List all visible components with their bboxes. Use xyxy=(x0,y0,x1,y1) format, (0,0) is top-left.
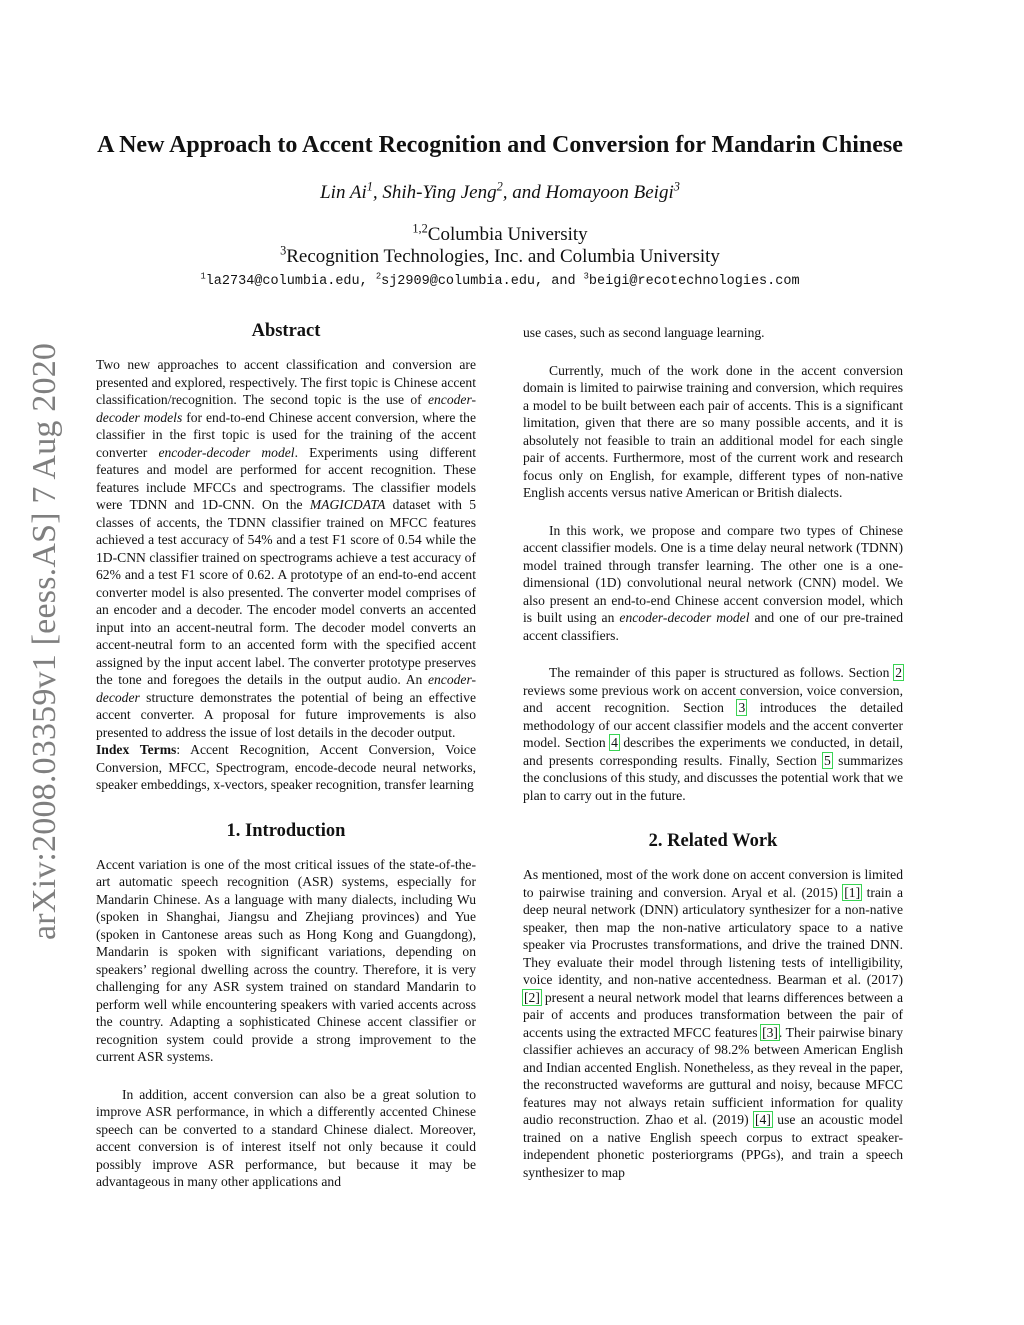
text-run: As mentioned, most of the work done on accent conversion is limited to pairwise training and conversion. Aryal et al. (2015) xyxy=(523,867,903,900)
intro-heading: 1. Introduction xyxy=(226,820,346,841)
citation-link[interactable]: [2] xyxy=(524,989,540,1005)
section-link[interactable]: 4 xyxy=(611,735,618,750)
text-run: for end-to-end Chinese accent conversion, where the classifier in the first topic is used for the training of the accent converter xyxy=(96,409,476,460)
text-run: reviews some previous work on accent conversion, voice conversion, and accent recognition. Section xyxy=(523,682,903,715)
left-column xyxy=(96,320,476,1191)
email-mark: 3 xyxy=(583,271,589,282)
email-line xyxy=(60,271,940,289)
author-name: Homayoon Beigi xyxy=(545,182,674,203)
emphasis: encoder-decoder model xyxy=(619,610,750,625)
text-run: use an acoustic model trained on a native English speech corpus to extract speaker-independent phonetic posteriorgrams (PPGs), and train a speech synthesizer to map xyxy=(523,1112,903,1180)
text-run: . Their pairwise binary classifier achieves an accuracy of 98.2% between American English and Indian accented English. Nonetheless, as they reveal in the paper, the reconstructed waveforms are guttural and noisy, because MFCC features may not always retain sufficient information for quality audio reconstruction. Zhao et al. (2019) xyxy=(523,1024,903,1127)
intro-paragraph: Currently, much of the work done in the accent conversion domain is limited to pairwise training and conversion, which requires a model to be built between each pair of accents. This is a significant limitation, given that there are so many possible accents, and it is absolutely not feasible to train an additional model for each single pair of accents. Furthermore, most of the current work and research focus only on English, for example, different types of non-native English accents versus native American or British dialects. xyxy=(523,362,903,500)
affil-name: Columbia University xyxy=(427,224,588,245)
text-run: . Experiments using different features and model are performed for accent recognition. These features include MFCCs and spectrograms. The classifier models were TDNN and 1D-CNN. On the xyxy=(96,444,476,512)
text-run: present a neural network model that learns differences between a pair of accents and produces transformation between the pair of accents using the extracted MFCC features xyxy=(523,989,903,1040)
section-link[interactable]: 5 xyxy=(824,752,831,768)
affiliation-line xyxy=(60,243,940,268)
index-terms-label: Index Terms xyxy=(96,742,177,757)
author-name: Lin Ai xyxy=(320,182,367,203)
paper-title: A New Approach to Accent Recognition and Conversion for Mandarin Chinese xyxy=(97,132,903,158)
author-affil-mark: 2 xyxy=(496,179,503,194)
intro-paragraph xyxy=(523,522,903,645)
arxiv-identifier[interactable]: arXiv:2008.03359v1 [eess.AS] 7 Aug 2020 xyxy=(26,342,63,940)
author-separator: , and xyxy=(502,182,546,203)
right-column xyxy=(523,324,903,1181)
email-address[interactable]: sj2909@columbia.edu, and xyxy=(381,274,584,289)
related-work-heading: 2. Related Work xyxy=(648,831,778,851)
emphasis: encoder-decoder model xyxy=(158,444,295,460)
affiliation-line xyxy=(60,221,940,246)
text-run: introduces the detailed methodology of our accent classifier models and the accent converter model. Section xyxy=(523,700,904,750)
emphasis: encoder-decoder models xyxy=(96,392,476,425)
abstract-heading: Abstract xyxy=(251,321,321,341)
section-link[interactable]: 2 xyxy=(895,665,902,680)
email-address[interactable]: beigi@recotechnologies.com xyxy=(588,274,800,289)
text-run: describes the experiments we conducted, in detail, and presents corresponding results. Finally, Section xyxy=(523,735,903,768)
citation-link[interactable]: [1] xyxy=(844,884,861,900)
text-run: The remainder of this paper is structured as follows. Section xyxy=(549,665,895,680)
affil-mark: 3 xyxy=(280,243,287,258)
affil-mark: 1,2 xyxy=(412,221,428,236)
section-link[interactable]: 3 xyxy=(738,700,746,715)
author-affil-mark: 3 xyxy=(673,179,680,194)
text-run: train a deep neural network (DNN) articulatory synthesizer for a non-native speaker, then map the non-native articulatory space to a native speaker via Procrustes transformations, and drive the trained DNN. They evaluate their model through listening tests of intelligibility, voice identity, and non-native accentedness. Bearman et al. (2017) xyxy=(523,884,904,987)
citation-link[interactable]: [4] xyxy=(755,1112,771,1127)
intro-paragraph xyxy=(523,664,903,804)
text-run: In this work, we propose and compare two types of Chinese accent classifier models. One is a time delay neural network (TDNN) model trained through transfer learning. The other one is a one-dimensional (1D) convolutional neural network (CNN) model. We also present an end-to-end Chinese accent conversion model, which is built using an xyxy=(523,522,903,625)
text-run: Two new approaches to accent classification and conversion are presented and explored, respectively. The first topic is Chinese accent classification/recognition. The second topic is the use of xyxy=(96,357,476,407)
intro-paragraph: Accent variation is one of the most critical issues of the state-of-the-art automatic speech recognition (ASR) systems, especially for Mandarin Chinese. As a language with many dialects, including Wu (spoken in Shanghai, Jiangsu and Zhejiang provinces) and Yue (spoken in Cantonese areas such as Hong Kong and Guangdong), Mandarin is spoken with significant variations, depending on speakers’ regional dwelling across the country. Therefore, it is very challenging for any ASR system trained on standard Mandarin to perform well while encountering speakers with varied accents across the country. Adapting a sophisticated Chinese accent classifier or recognition system could provide a strong improvement to the current ASR systems. xyxy=(96,856,476,1064)
intro-paragraph: In addition, accent conversion can also be a great solution to improve ASR performance, in which a differently accented Chinese speech can be converted to a standard Chinese dialect. Moreover, accent conversion is of interest itself not only because it could possibly improve ASR performance, but because it may be advantageous in many other applications and xyxy=(96,1086,476,1189)
abstract-body xyxy=(96,356,476,741)
text-run: and one of our pre-trained accent classifiers. xyxy=(523,610,903,643)
affil-name: Recognition Technologies, Inc. and Columbia University xyxy=(286,246,720,267)
author-list xyxy=(60,179,940,204)
email-mark: 2 xyxy=(375,271,382,282)
intro-paragraph-continued: use cases, such as second language learning. xyxy=(523,325,765,340)
email-mark: 1 xyxy=(200,271,206,282)
text-run: structure demonstrates the potential of being an effective accent converter. A proposal for future improvements is also presented to address the issue of lost details in the decoder output. xyxy=(96,689,476,740)
index-terms-text: : Accent Recognition, Accent Conversion, Voice Conversion, MFCC, Spectrogram, encode-decode neural networks, speaker embeddings, x-vectors, speaker recognition, transfer learning xyxy=(96,742,476,792)
text-run: dataset with 5 classes of accents, the TDNN classifier trained on MFCC features achieved a test accuracy of 54% and a test F1 score of 0.54 while the 1D-CNN classifier trained on spectrograms achieve a test accuracy of 62% and a test F1 score of 0.62. A prototype of an end-to-end accent converter model is also presented. The converter model comprises of an encoder and a decoder. The encoder model converts an accented input into an accent-neutral form. The decoder model converts an accent-neutral form to an accented form with the specified accent assigned by the input accent label. The converter prototype preserves the tone and foregoes the details in the output audio. An xyxy=(96,497,476,687)
emphasis: MAGICDATA xyxy=(309,497,386,512)
author-name: Shih-Ying Jeng xyxy=(382,182,497,203)
related-work-paragraph xyxy=(523,866,903,1181)
email-address[interactable]: la2734@columbia.edu, xyxy=(205,274,376,289)
citation-link[interactable]: [3] xyxy=(762,1024,778,1040)
index-terms xyxy=(96,741,476,794)
text-run: summarizes the conclusions of this study, and discusses the potential work that we plan to carry out in the future. xyxy=(523,752,904,803)
author-separator: , xyxy=(372,182,383,203)
emphasis: encoder-decoder xyxy=(96,672,476,705)
author-affil-mark: 1 xyxy=(366,179,373,194)
